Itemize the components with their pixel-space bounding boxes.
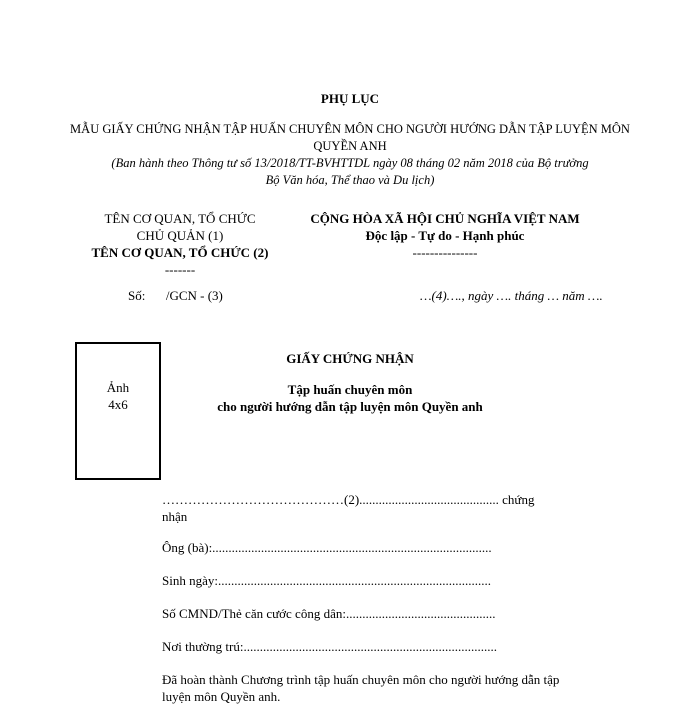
document-number-value: /GCN - (3) <box>165 288 223 303</box>
parent-agency-line-2: CHỦ QUẢN (1) <box>136 228 224 243</box>
national-divider: --------------- <box>412 245 478 260</box>
residence-field: Nơi thường trú:.............................................................................. <box>162 639 497 654</box>
completion-line-1: Đã hoàn thành Chương trình tập huấn chuyên môn cho người hướng dẫn tập <box>162 672 560 687</box>
document-number <box>128 287 223 304</box>
national-header <box>290 210 600 261</box>
appendix-title: PHỤ LỤC <box>320 91 380 106</box>
name-field: Ông (bà):...................................................................................... <box>162 540 492 555</box>
photo-placeholder <box>75 342 161 480</box>
photo-label-line-1: Ảnh <box>106 380 130 395</box>
form-title: MẪU GIẤY CHỨNG NHẬN TẬP HUẤN CHUYÊN MÔN CHO NGƯỜI HƯỚNG DẪN TẬP LUYỆN MÔN QUYỀN ANH <box>70 122 630 153</box>
certify-line-1: ……………………………………(2)........................................... chứng <box>162 492 535 507</box>
agency-divider: ------- <box>164 262 196 277</box>
completion-line-2: luyện môn Quyền anh. <box>162 689 281 704</box>
national-title: CỘNG HÒA XÃ HỘI CHỦ NGHĨA VIỆT NAM <box>310 211 580 226</box>
id-card-field: Số CMND/Thẻ căn cước công dân:.............................................. <box>162 606 496 621</box>
issued-note-line-1: (Ban hành theo Thông tư số 13/2018/TT-BVHTTDL ngày 08 tháng 02 năm 2018 của Bộ trưởng <box>111 156 589 170</box>
issued-note-line-2: Bộ Văn hóa, Thể thao và Du lịch) <box>265 173 435 187</box>
document-number-label: Số: <box>128 288 146 303</box>
certify-line-2: nhận <box>162 509 188 524</box>
date-of-birth-field: Sinh ngày:.................................................................................... <box>162 573 491 588</box>
photo-label <box>107 379 129 413</box>
agency-name: TÊN CƠ QUAN, TỔ CHỨC (2) <box>91 245 269 260</box>
document-date: …(4)…., ngày …. tháng … năm …. <box>420 288 603 303</box>
certificate-subtitle-2: cho người hướng dẫn tập luyện môn Quyền anh <box>217 399 483 414</box>
certificate-subtitle-1: Tập huấn chuyên môn <box>287 382 413 397</box>
photo-label-line-2: 4x6 <box>108 397 128 412</box>
issuing-agency-header <box>60 210 300 278</box>
parent-agency-line-1: TÊN CƠ QUAN, TỔ CHỨC <box>104 211 256 226</box>
issued-note <box>60 155 640 189</box>
certificate-heading <box>200 350 500 415</box>
certificate-title: GIẤY CHỨNG NHẬN <box>286 351 414 366</box>
national-motto: Độc lập - Tự do - Hạnh phúc <box>365 228 525 243</box>
certify-statement <box>162 491 582 525</box>
